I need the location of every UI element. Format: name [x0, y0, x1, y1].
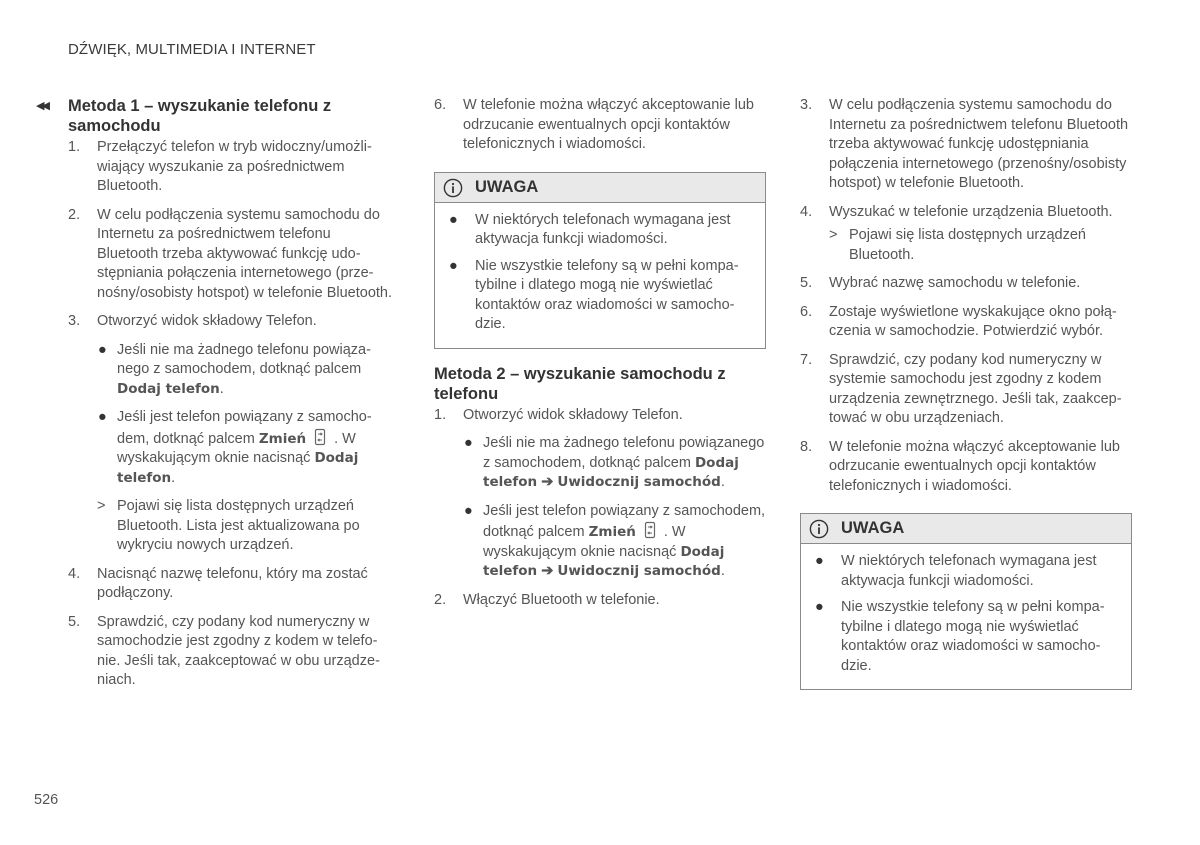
page-header: DŹWIĘK, MULTIMEDIA I INTERNET — [68, 41, 316, 58]
result-arrow-icon: > — [97, 498, 106, 514]
step-1-bullets — [463, 434, 766, 582]
list-item — [800, 96, 1132, 194]
result-line — [97, 497, 393, 556]
bullet-text: . W wyskakującym oknie nacisnąć — [117, 430, 356, 466]
ui-term-add-phone: Dodaj telefon — [117, 380, 220, 397]
note-text: Nie wszystkie telefony są w pełni kompatybilne i dlatego mogą nie wyświetlać kontaktów oraz wiadomości w samochodzie. — [841, 599, 1105, 674]
result-text: Pojawi się lista dostępnych urządzeń Bluetooth. Lista jest aktualizowana po wykryciu nowych urządzeń. — [117, 498, 360, 553]
list-item — [449, 257, 751, 335]
step-text: Nacisnąć nazwę telefonu, który ma zostać podłączony. — [97, 565, 368, 601]
bullet-icon: ● — [464, 502, 473, 519]
list-item — [800, 351, 1132, 429]
list-item — [800, 303, 1132, 342]
step-number: 3. — [800, 97, 813, 113]
list-item — [434, 96, 766, 155]
step-number: 5. — [68, 613, 81, 630]
step-text: Wybrać nazwę samochodu w telefonie. — [829, 275, 1081, 291]
list-item — [68, 613, 393, 691]
list-item — [463, 434, 766, 493]
list-item — [800, 274, 1132, 294]
list-item — [815, 552, 1117, 591]
ui-term-add-phone: Dodaj telefon — [483, 454, 739, 490]
list-item — [434, 591, 766, 611]
period: . — [219, 380, 224, 397]
note-header — [801, 514, 1131, 544]
method-1-heading: Metoda 1 – wyszukanie telefonu z samochodu — [68, 97, 332, 135]
list-item — [97, 341, 393, 400]
column-1 — [68, 96, 393, 700]
arrow-right-icon: ➔ — [541, 474, 554, 490]
list-item — [97, 408, 393, 488]
step-number: 4. — [68, 565, 81, 582]
switch-phone-icon — [642, 521, 658, 539]
ui-term-add-phone: Dodaj telefon — [483, 543, 725, 579]
step-number: 2. — [434, 591, 447, 608]
ui-term-change: Zmień — [588, 524, 636, 540]
step-number: 2. — [68, 206, 81, 223]
step-number: 5. — [800, 275, 813, 291]
bullet-text: . W wyskakującym oknie nacisnąć — [483, 524, 686, 560]
note-text: W niektórych telefonach wymagana jest aktywacja funkcji wiadomości. — [841, 553, 1097, 589]
bullet-text: Jeśli jest telefon powiązany z samochodem, dotknąć palcem — [483, 502, 766, 540]
switch-phone-icon — [312, 428, 328, 446]
step-number: 6. — [434, 97, 447, 113]
list-item — [68, 138, 393, 197]
list-item — [800, 203, 1132, 266]
bullet-icon: ● — [98, 409, 107, 425]
step-text: W telefonie można włączyć akceptowanie lub odrzucanie ewentualnych opcji kontaktów telefonicznych i wiadomości. — [829, 438, 1120, 494]
column-3 — [800, 96, 1132, 690]
bullet-text: Jeśli nie ma żadnego telefonu powiązanego z samochodem, dotknąć palcem — [117, 341, 371, 377]
step-number: 4. — [800, 203, 813, 220]
step-number: 3. — [68, 313, 81, 329]
bullet-text: Jeśli nie ma żadnego telefonu powiązanego z samochodem, dotknąć palcem — [483, 435, 765, 471]
method-1-steps — [68, 138, 393, 691]
step-number: 8. — [800, 438, 813, 455]
result-arrow-icon: > — [829, 227, 838, 243]
step-text: Otworzyć widok składowy Telefon. — [463, 406, 683, 423]
ui-term-add-phone: Dodaj telefon — [117, 450, 359, 486]
result-text: Pojawi się lista dostępnych urządzeń Bluetooth. — [849, 227, 1086, 263]
note-list — [801, 544, 1131, 689]
arrow-right-icon: ➔ — [541, 563, 554, 579]
method-2-steps — [434, 406, 766, 611]
note-box — [434, 172, 766, 349]
period: . — [171, 469, 176, 486]
list-item — [68, 565, 393, 604]
step-text: Przełączyć telefon w tryb widoczny/umożliwiający wyszukanie za pośrednictwem Bluetooth. — [97, 139, 372, 194]
step-text: Sprawdzić, czy podany kod numeryczny w systemie samochodu jest zgodny z kodem urządzenia zewnętrznego. Jeśli tak, zaakceptować w obu urządzeniach. — [829, 351, 1122, 426]
step-number: 6. — [800, 303, 813, 320]
step-number: 7. — [800, 351, 813, 368]
bullet-icon: ● — [464, 435, 473, 451]
ui-term-make-car-visible: Uwidocznij samochód — [557, 474, 721, 490]
step-text: W telefonie można włączyć akceptowanie lub odrzucanie ewentualnych opcji kontaktów telefonicznych i wiadomości. — [463, 97, 754, 152]
ui-term-change: Zmień — [258, 430, 307, 447]
period: . — [720, 474, 725, 490]
info-icon — [809, 519, 829, 539]
method-1-steps-continued — [434, 96, 766, 155]
step-text: Otworzyć widok składowy Telefon. — [97, 313, 317, 329]
list-item — [434, 406, 766, 582]
info-icon — [443, 178, 463, 198]
method-2-steps-continued — [800, 96, 1132, 496]
ui-term-make-car-visible: Uwidocznij samochód — [557, 563, 721, 579]
result-line — [829, 226, 1132, 265]
step-text: Wyszukać w telefonie urządzenia Bluetooth. — [829, 203, 1113, 220]
step-text: W celu podłączenia systemu samochodu do Internetu za pośrednictwem telefonu Bluetooth trzeba aktywować funkcję udostępniania połączenia internetowego (przenośny/osobisty hotspot) w telefonie Bluetooth. — [829, 97, 1129, 191]
note-header — [435, 173, 765, 203]
bullet-text: Jeśli jest telefon powiązany z samochodem, dotknąć palcem — [117, 409, 372, 447]
method-2-heading: Metoda 2 – wyszukanie samochodu z telefonu — [434, 364, 726, 403]
bullet-icon: ● — [815, 553, 824, 569]
list-item — [68, 206, 393, 304]
step-number: 1. — [68, 139, 81, 155]
page-number: 526 — [34, 792, 59, 808]
column-2 — [434, 96, 766, 619]
step-text: Zostaje wyświetlone wyskakujące okno połączenia w samochodzie. Potwierdzić wybór. — [829, 303, 1117, 339]
note-text: Nie wszystkie telefony są w pełni kompatybilne i dlatego mogą nie wyświetlać kontaktów oraz wiadomości w samochodzie. — [475, 257, 739, 332]
step-text: Włączyć Bluetooth w telefonie. — [463, 591, 660, 608]
note-box — [800, 513, 1132, 690]
bullet-icon: ● — [815, 599, 824, 615]
list-item — [463, 502, 766, 582]
step-text: W celu podłączenia systemu samochodu do Internetu za pośrednictwem telefonu Bluetooth trzeba aktywować funkcję udostępniania połączenia internetowego (przenośny/osobisty hotspot) w telefonie Bluetooth. — [97, 206, 393, 301]
note-title: UWAGA — [475, 177, 539, 196]
bullet-icon: ● — [98, 341, 107, 358]
step-number: 1. — [434, 406, 447, 423]
continued-marker-icon: ◀◀ — [36, 100, 47, 112]
note-title: UWAGA — [841, 519, 905, 538]
list-item — [815, 598, 1117, 676]
bullet-icon: ● — [449, 211, 458, 228]
step-3-bullets — [97, 341, 393, 489]
list-item — [800, 438, 1132, 497]
note-list — [435, 203, 765, 348]
note-text: W niektórych telefonach wymagana jest aktywacja funkcji wiadomości. — [475, 211, 731, 247]
list-item — [68, 312, 393, 556]
list-item — [449, 211, 751, 250]
period: . — [720, 563, 725, 579]
bullet-icon: ● — [449, 257, 458, 274]
step-text: Sprawdzić, czy podany kod numeryczny w samochodzie jest zgodny z kodem w telefonie. Jeśli tak, zaakceptować w obu urządzeniach. — [97, 613, 380, 688]
